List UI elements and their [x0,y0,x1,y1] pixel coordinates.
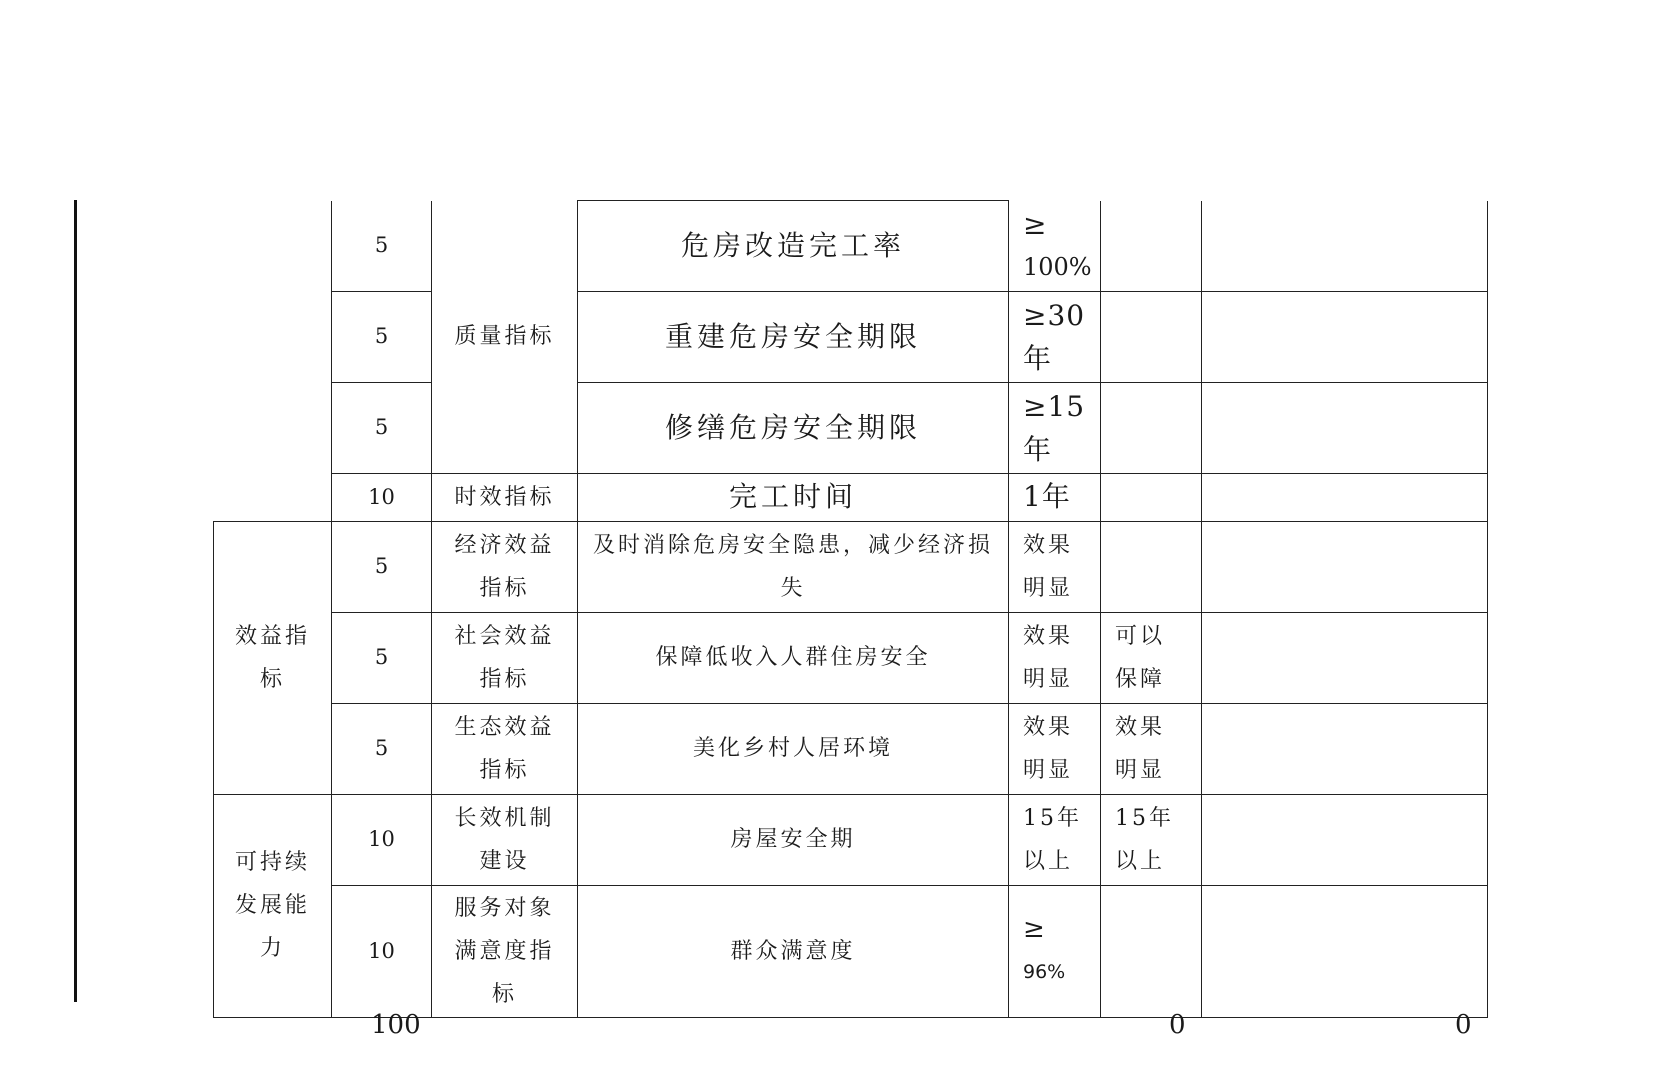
target-value-cell [1009,521,1101,612]
score-cell: 10 [332,473,432,521]
actual-value-cell [1101,612,1202,703]
table-row [214,382,1488,473]
table-row [214,885,1488,1017]
metric-cell: 经济效益指标 [432,521,578,612]
note-cell [1202,473,1488,521]
score-cell: 5 [332,291,432,382]
indicator-cell: 修缮危房安全期限 [578,382,1009,473]
actual-value-line: 可以 [1115,623,1166,649]
indicator-cell: 重建危房安全期限 [578,291,1009,382]
note-cell [1202,201,1488,292]
target-value-line: ≥ [1023,207,1048,241]
note-cell [1202,794,1488,885]
target-value-line: ≥30 [1023,298,1086,332]
metric-cell: 服务对象满意度指标 [432,885,578,1017]
score-cell: 5 [332,201,432,292]
note-cell [1202,291,1488,382]
table-row [214,703,1488,794]
actual-value-cell [1101,291,1202,382]
target-value-line: 100% [1023,252,1092,281]
score-cell: 5 [332,382,432,473]
target-value-cell [1009,291,1101,382]
indicator-cell: 群众满意度 [578,885,1009,1017]
category-cell-continued [214,201,332,522]
target-value-line: 明显 [1023,757,1074,783]
actual-value-cell [1101,703,1202,794]
note-cell [1202,612,1488,703]
right-total: 0 [1455,1010,1472,1040]
score-cell: 10 [332,885,432,1017]
target-value-line: ≥15 [1023,389,1086,423]
target-value-line: 效果 [1023,623,1074,649]
indicator-cell: 危房改造完工率 [578,201,1009,292]
score-cell: 10 [332,794,432,885]
target-value-line: ≥ [1023,914,1048,944]
target-value-cell [1009,794,1101,885]
metric-cell: 质量指标 [432,201,578,474]
actual-value-cell [1101,794,1202,885]
table-row [214,201,1488,292]
actual-value-cell [1101,382,1202,473]
target-value-line: 1年 [1023,480,1071,513]
metric-cell: 时效指标 [432,473,578,521]
table-row [214,291,1488,382]
mid-total: 0 [1169,1010,1186,1040]
performance-indicator-table [213,200,1488,1018]
metric-cell: 生态效益指标 [432,703,578,794]
target-value-line: 明显 [1023,666,1074,692]
actual-value-line: 效果 [1115,714,1166,740]
target-value-line: 效果 [1023,532,1074,558]
actual-value-line: 明显 [1115,757,1166,783]
score-cell: 5 [332,612,432,703]
target-value-cell [1009,473,1101,521]
note-cell [1202,703,1488,794]
score-total: 100 [371,1010,421,1040]
actual-value-cell [1101,473,1202,521]
actual-value-line: 保障 [1115,666,1166,692]
indicator-cell: 房屋安全期 [578,794,1009,885]
category-cell: 效益指标 [214,521,332,794]
target-value-line: 15年 [1023,805,1082,831]
actual-value-line: 以上 [1115,848,1166,874]
target-value-line: 年 [1023,432,1053,466]
score-cell: 5 [332,521,432,612]
target-value-line: 年 [1023,341,1053,375]
metric-cell: 长效机制建设 [432,794,578,885]
indicator-cell: 完工时间 [578,473,1009,521]
table-row [214,612,1488,703]
target-value-cell [1009,612,1101,703]
target-value-cell [1009,382,1101,473]
target-value-line: 96% [1023,961,1066,983]
target-value-line: 以上 [1023,848,1074,874]
indicator-cell: 及时消除危房安全隐患，减少经济损失 [578,521,1009,612]
table-row [214,794,1488,885]
target-value-cell [1009,703,1101,794]
table-row [214,521,1488,612]
score-cell: 5 [332,703,432,794]
table-row [214,473,1488,521]
actual-value-cell [1101,201,1202,292]
note-cell [1202,885,1488,1017]
metric-cell: 社会效益指标 [432,612,578,703]
target-value-cell [1009,201,1101,292]
actual-value-cell [1101,521,1202,612]
note-cell [1202,521,1488,612]
target-value-cell [1009,885,1101,1017]
target-value-line: 明显 [1023,575,1074,601]
left-margin-rule [74,200,77,1002]
indicator-cell: 美化乡村人居环境 [578,703,1009,794]
category-cell: 可持续发展能力 [214,794,332,1017]
indicator-cell: 保障低收入人群住房安全 [578,612,1009,703]
actual-value-cell [1101,885,1202,1017]
note-cell [1202,382,1488,473]
target-value-line: 效果 [1023,714,1074,740]
actual-value-line: 15年 [1115,805,1174,831]
